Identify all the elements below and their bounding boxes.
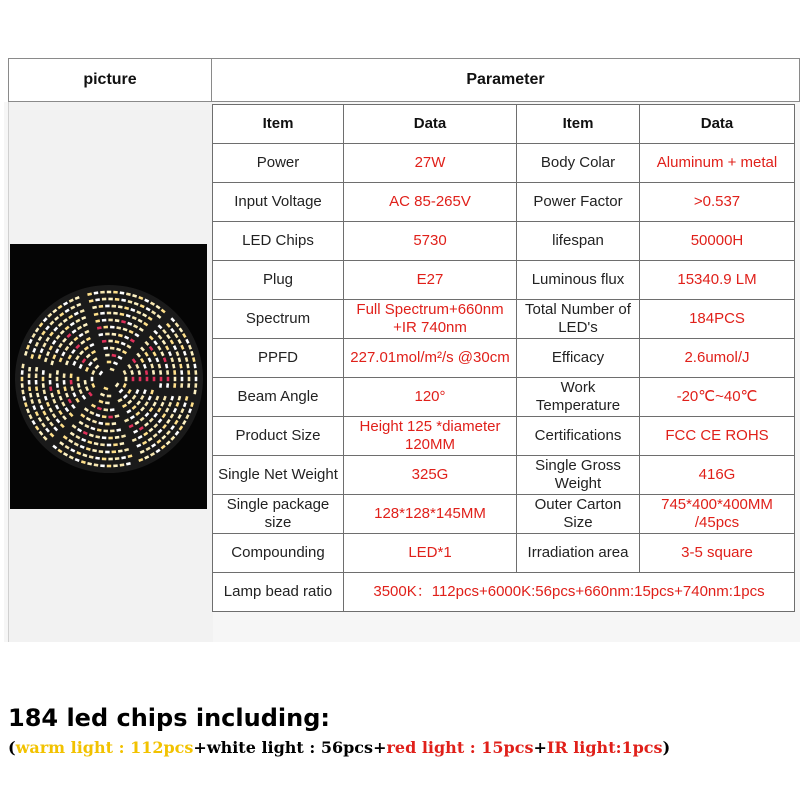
led-chip <box>115 298 120 301</box>
led-chip <box>100 312 105 315</box>
led-chip <box>103 429 108 432</box>
led-chip <box>139 377 142 381</box>
led-chip <box>91 377 94 381</box>
led-chip <box>105 401 110 404</box>
led-chip <box>180 383 183 388</box>
item-label: Lamp bead ratio <box>213 573 344 612</box>
table-row <box>213 417 795 456</box>
table-row <box>213 534 795 573</box>
item-value: 745*400*400MM /45pcs <box>640 495 795 534</box>
led-chip <box>100 464 105 467</box>
red-light-count: red light : 15pcs <box>386 738 534 757</box>
led-chip <box>187 383 190 388</box>
led-chip <box>107 291 111 294</box>
led-chip <box>102 415 107 418</box>
led-chip <box>56 383 59 388</box>
item-label: Plug <box>213 261 344 300</box>
item-value: Height 125 *diameter 120MM <box>344 417 517 456</box>
item-label: Total Number of LED's <box>517 300 640 339</box>
item-label: Power Factor <box>517 183 640 222</box>
column-header-item: Item <box>213 105 344 144</box>
led-lamp-photo <box>10 244 207 509</box>
led-chip <box>125 377 128 381</box>
led-chip <box>105 305 109 308</box>
header-parameter: Parameter <box>212 58 800 102</box>
led-chip <box>35 380 38 385</box>
column-header-data: Data <box>344 105 517 144</box>
item-value: 120° <box>344 378 517 417</box>
led-chip <box>167 377 170 381</box>
paren-close: ) <box>662 738 671 757</box>
led-chip <box>110 408 115 411</box>
item-value: FCC CE ROHS <box>640 417 795 456</box>
led-chip <box>105 354 110 357</box>
led-chip <box>100 443 105 446</box>
header-picture: picture <box>8 58 212 102</box>
led-chip <box>112 305 117 308</box>
led-chip <box>113 464 118 467</box>
table-row <box>213 261 795 300</box>
led-chip <box>113 443 118 446</box>
led-chip <box>108 319 112 322</box>
led-chip <box>63 380 66 385</box>
table-row <box>213 183 795 222</box>
led-chip <box>70 373 73 378</box>
table-row-lamp-bead-ratio <box>213 573 795 612</box>
led-chip <box>188 377 191 381</box>
led-chip <box>146 377 149 381</box>
led-chip <box>108 437 112 440</box>
item-label: Beam Angle <box>213 378 344 417</box>
led-chip <box>110 347 115 350</box>
item-label: Irradiation area <box>517 534 640 573</box>
led-chip <box>166 383 169 388</box>
plus-sign: + <box>533 738 547 757</box>
led-lamp-image <box>10 244 207 509</box>
led-chip <box>35 374 38 379</box>
item-value: AC 85-265V <box>344 183 517 222</box>
led-chip <box>103 408 108 411</box>
led-chip <box>103 326 108 329</box>
item-value: 5730 <box>344 222 517 261</box>
led-chip <box>49 373 52 378</box>
led-chip <box>105 423 109 426</box>
led-chip <box>56 377 59 381</box>
led-chip <box>42 370 45 375</box>
parameter-table <box>212 104 795 612</box>
column-header-data: Data <box>640 105 795 144</box>
led-chip <box>115 457 120 460</box>
led-chip <box>173 383 176 388</box>
led-chip <box>99 450 104 453</box>
item-value: Full Spectrum+660nm +IR 740nm <box>344 300 517 339</box>
table-row <box>213 222 795 261</box>
item-value: 3500K：112pcs+6000K:56pcs+660nm:15pcs+740nm:1pcs <box>344 573 795 612</box>
chips-summary-title: 184 led chips including: <box>8 704 330 732</box>
item-label: Single package size <box>213 495 344 534</box>
led-chip <box>21 377 24 381</box>
item-value: 128*128*145MM <box>344 495 517 534</box>
led-chip <box>105 451 109 454</box>
item-value: LED*1 <box>344 534 517 573</box>
table-row <box>213 456 795 495</box>
item-label: Single Gross Weight <box>517 456 640 495</box>
item-label: Efficacy <box>517 339 640 378</box>
table-row <box>213 378 795 417</box>
led-chip <box>112 450 117 453</box>
item-value: 2.6umol/J <box>640 339 795 378</box>
table-row <box>213 300 795 339</box>
plus-sign: + <box>373 738 387 757</box>
led-chip <box>108 416 113 419</box>
led-chip <box>132 377 135 381</box>
item-label: Body Colar <box>517 144 640 183</box>
item-label: Outer Carton Size <box>517 495 640 534</box>
paren-open: ( <box>8 738 16 757</box>
led-chip <box>160 377 163 381</box>
led-chip <box>108 340 113 343</box>
led-chip <box>63 373 66 378</box>
led-chip <box>187 370 190 375</box>
item-value: -20℃~40℃ <box>640 378 795 417</box>
led-chip <box>159 370 162 375</box>
item-value: Aluminum + metal <box>640 144 795 183</box>
led-chip <box>194 383 197 388</box>
item-label: Product Size <box>213 417 344 456</box>
led-chip <box>112 422 117 425</box>
led-chip <box>110 429 115 432</box>
led-chip <box>99 305 104 308</box>
led-chip <box>173 370 176 375</box>
led-chip <box>110 326 115 329</box>
column-header-item: Item <box>517 105 640 144</box>
item-value: 15340.9 LM <box>640 261 795 300</box>
item-label: Compounding <box>213 534 344 573</box>
item-value: 3-5 square <box>640 534 795 573</box>
chips-breakdown <box>8 738 670 757</box>
item-value: 227.01mol/m²/s @30cm <box>344 339 517 378</box>
led-chip <box>180 370 183 375</box>
led-chip <box>42 383 45 388</box>
led-chip <box>107 465 111 468</box>
led-chip <box>194 370 197 375</box>
led-chip <box>108 298 112 301</box>
led-chip <box>105 333 109 336</box>
led-chip <box>195 377 198 381</box>
led-chip <box>103 347 108 350</box>
led-chip <box>102 340 107 343</box>
led-chip <box>28 380 31 385</box>
led-chip <box>108 458 112 461</box>
item-label: Work Temperature <box>517 378 640 417</box>
header-row <box>4 58 800 102</box>
item-value: 50000H <box>640 222 795 261</box>
led-chip <box>21 383 24 388</box>
led-chip <box>102 436 107 439</box>
item-label: Certifications <box>517 417 640 456</box>
item-value: >0.537 <box>640 183 795 222</box>
led-chip <box>181 377 184 381</box>
led-chip <box>107 444 111 447</box>
item-value: 184PCS <box>640 300 795 339</box>
table-row <box>213 339 795 378</box>
led-chip <box>113 312 118 315</box>
led-chip <box>100 291 105 294</box>
item-label: PPFD <box>213 339 344 378</box>
item-label: Single Net Weight <box>213 456 344 495</box>
led-chip <box>113 291 118 294</box>
ir-light-count: IR light:1pcs <box>546 738 663 757</box>
item-label: lifespan <box>517 222 640 261</box>
led-chip <box>77 377 80 381</box>
led-chip <box>70 380 73 385</box>
item-value: 27W <box>344 144 517 183</box>
led-chip <box>28 373 31 378</box>
item-label: Input Voltage <box>213 183 344 222</box>
led-chip <box>56 370 59 375</box>
white-light-count: white light : 56pcs <box>206 738 374 757</box>
led-chip <box>102 298 107 301</box>
led-chip <box>49 380 52 385</box>
led-chip <box>107 395 111 398</box>
item-label: Luminous flux <box>517 261 640 300</box>
item-label: Power <box>213 144 344 183</box>
led-chip <box>166 370 169 375</box>
plus-sign: + <box>193 738 207 757</box>
led-chip <box>28 386 31 391</box>
item-label: LED Chips <box>213 222 344 261</box>
led-chip <box>21 370 24 375</box>
table-row <box>213 144 795 183</box>
table-header-row <box>213 105 795 144</box>
led-chip <box>107 361 111 364</box>
warm-light-count: warm light : 112pcs <box>15 738 194 757</box>
item-value: E27 <box>344 261 517 300</box>
table-row <box>213 495 795 534</box>
led-chip <box>112 333 117 336</box>
led-chip <box>107 312 111 315</box>
item-label: Spectrum <box>213 300 344 339</box>
led-chip <box>102 319 107 322</box>
led-chip <box>174 377 177 381</box>
led-chip <box>159 383 162 388</box>
item-value: 325G <box>344 456 517 495</box>
led-chip <box>28 367 31 372</box>
led-chip <box>102 457 107 460</box>
led-chip <box>153 377 156 381</box>
item-value: 416G <box>640 456 795 495</box>
led-chip <box>42 377 45 381</box>
